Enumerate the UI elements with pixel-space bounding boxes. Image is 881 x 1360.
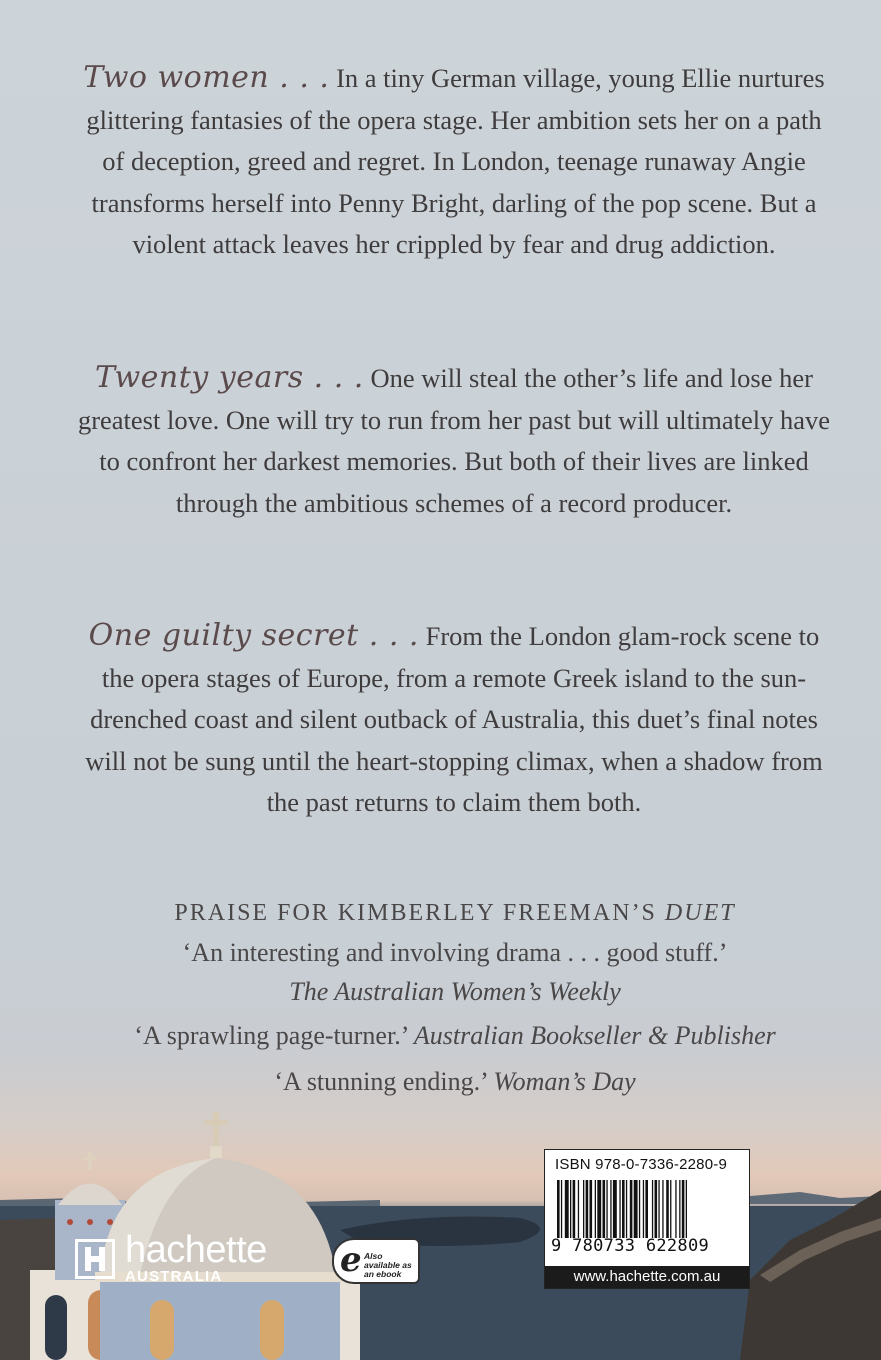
hachette-logo (75, 1229, 267, 1285)
blurb-text-2: One will steal the other’s life and lose her greatest love. One will try to run from her past but will ultimately have to confront her darkest memories. But both of their lives are linked through the ambitious schemes of a record producer. (77, 363, 831, 518)
barcode-icon (553, 1180, 743, 1238)
praise-quote-1: ‘An interesting and involving drama . . . good stuff.’ (182, 938, 728, 967)
small-dome (58, 1184, 122, 1206)
tower-ornament-2 (87, 1219, 93, 1225)
praise-heading-text: PRAISE FOR KIMBERLEY FREEMAN’S (174, 900, 665, 926)
small-cross-vertical (88, 1152, 92, 1170)
small-cross-horizontal (83, 1157, 97, 1160)
praise-source-2: Australian Bookseller & Publisher (413, 1021, 776, 1050)
church-window-left (45, 1295, 67, 1360)
praise-quote-3-line (60, 1061, 850, 1103)
praise-heading (60, 893, 850, 933)
isbn-text: ISBN 978-0-7336-2280-9 (555, 1156, 728, 1173)
blurb-paragraph-3 (74, 615, 834, 824)
blurb-paragraph-1 (74, 57, 834, 266)
praise-quote-3: ‘A stunning ending.’ (274, 1067, 494, 1096)
barcode-digits: 9 780733 622809 (551, 1236, 710, 1256)
blurb-text-1: In a tiny German village, young Ellie nurtures glittering fantasies of the opera stage. Her ambition sets her on a path of deception, greed and regret. In London, teenage runaway Angie transforms herself into Penny Bright, darling of the pop scene. But a violent attack leaves her crippled by fear and drug addiction. (86, 63, 825, 259)
praise-quote-2-line (60, 1011, 850, 1061)
tower-ornament-3 (107, 1219, 113, 1225)
blurb-lead-2: Twenty years . . . (95, 360, 364, 395)
ebook-e-icon: e (340, 1240, 362, 1280)
praise-quote-2: ‘A sprawling page-turner.’ (134, 1021, 414, 1050)
main-cross-vertical (213, 1112, 219, 1148)
praise-source-3: Woman’s Day (493, 1067, 636, 1096)
drum-window-1 (150, 1300, 174, 1360)
blurb-lead-3: One guilty secret . . . (88, 618, 419, 653)
praise-source-1: The Australian Women’s Weekly (289, 977, 621, 1006)
publisher-name: hachette (125, 1229, 267, 1271)
cross-base (210, 1146, 222, 1158)
publisher-region: AUSTRALIA (125, 1268, 223, 1285)
drum-blue (100, 1282, 340, 1360)
drum-window-2 (260, 1300, 284, 1360)
main-cross-horizontal (204, 1120, 228, 1125)
ebook-note: Also available as an ebook (364, 1251, 412, 1279)
publisher-url: www.hachette.com.au (545, 1266, 749, 1288)
hachette-h-icon (75, 1239, 115, 1279)
barcode-box (544, 1149, 750, 1289)
praise-heading-title: DUET (664, 900, 736, 926)
praise-section (60, 893, 850, 1103)
ebook-badge (332, 1238, 420, 1284)
blurb-paragraph-2 (74, 357, 834, 524)
blurb-lead-1: Two women . . . (83, 60, 330, 95)
tower-ornament-1 (67, 1219, 73, 1225)
blurb-text-3: From the London glam-rock scene to the opera stages of Europe, from a remote Greek island to the sun-drenched coast and silent outback of Australia, this duet’s final notes will not be sung until the heart-stopping climax, when a shadow from the past returns to claim them both. (85, 621, 823, 817)
